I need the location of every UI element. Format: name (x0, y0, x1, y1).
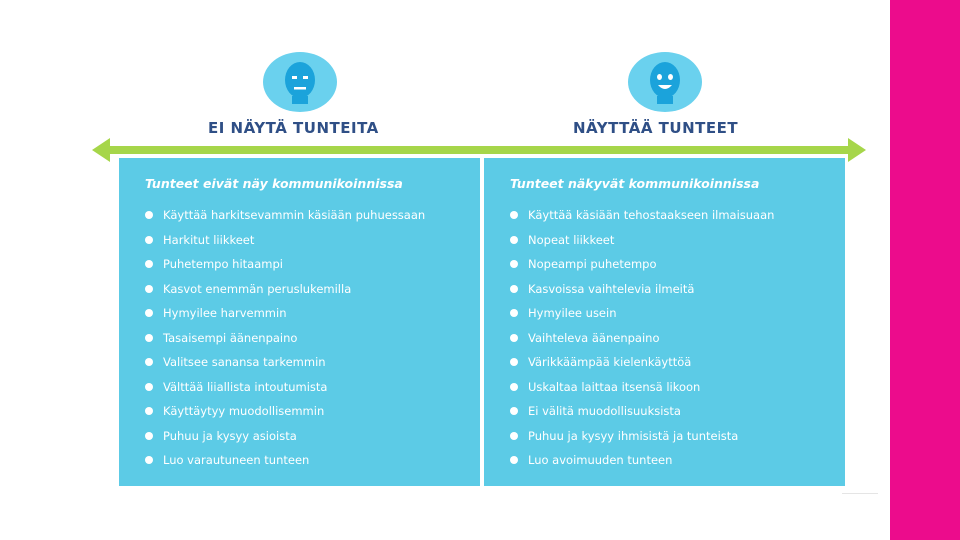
list-item-text: Välttää liiallista intoutumista (163, 379, 328, 394)
bullet-icon (510, 358, 518, 366)
list-item (145, 228, 425, 253)
list-item (510, 203, 774, 228)
list-item (510, 228, 774, 253)
right-heading: NÄYTTÄÄ TUNTEET (573, 119, 739, 137)
list-item (510, 424, 774, 449)
list-item (145, 424, 425, 449)
list-item-text: Valitsee sanansa tarkemmin (163, 355, 326, 370)
bullet-icon (145, 456, 153, 464)
bullet-icon (145, 383, 153, 391)
bullet-icon (145, 358, 153, 366)
left-heading: EI NÄYTÄ TUNTEITA (208, 119, 379, 137)
list-item-text: Värikkäämpää kielenkäyttöä (528, 355, 692, 370)
bullet-icon (145, 236, 153, 244)
bullet-icon (510, 285, 518, 293)
list-item-text: Kasvoissa vaihtelevia ilmeitä (528, 281, 695, 296)
right-panel (484, 158, 845, 486)
list-item (145, 448, 425, 473)
list-item (510, 350, 774, 375)
bullet-icon (145, 407, 153, 415)
list-item (510, 375, 774, 400)
bullet-icon (510, 236, 518, 244)
list-item (145, 301, 425, 326)
list-item-text: Ei välitä muodollisuuksista (528, 404, 681, 419)
left-panel (119, 158, 480, 486)
list-item-text: Puhuu ja kysyy ihmisistä ja tunteista (528, 428, 739, 443)
smiling-face-icon (628, 52, 702, 112)
neutral-face-icon (263, 52, 337, 112)
list-item-text: Kasvot enemmän peruslukemilla (163, 281, 352, 296)
list-item-text: Vaihteleva äänenpaino (528, 330, 660, 345)
left-item-list (145, 203, 425, 473)
list-item-text: Luo varautuneen tunteen (163, 453, 310, 468)
bullet-icon (145, 309, 153, 317)
right-panel-title: Tunteet näkyvät kommunikoinnissa (510, 176, 760, 191)
list-item (510, 301, 774, 326)
bullet-icon (510, 260, 518, 268)
bullet-icon (145, 432, 153, 440)
bullet-icon (510, 432, 518, 440)
list-item-text: Harkitut liikkeet (163, 232, 255, 247)
list-item (145, 375, 425, 400)
list-item (145, 350, 425, 375)
bullet-icon (145, 260, 153, 268)
list-item-text: Tasaisempi äänenpaino (163, 330, 298, 345)
list-item-text: Käyttää harkitsevammin käsiään puhuessaan (163, 208, 426, 223)
list-item-text: Luo avoimuuden tunteen (528, 453, 673, 468)
divider (842, 493, 878, 494)
list-item-text: Hymyilee usein (528, 306, 617, 321)
bullet-icon (510, 407, 518, 415)
bullet-icon (510, 211, 518, 219)
list-item-text: Käyttää käsiään tehostaakseen ilmaisuaan (528, 208, 775, 223)
list-item (510, 252, 774, 277)
left-panel-title: Tunteet eivät näy kommunikoinnissa (145, 176, 403, 191)
list-item (510, 326, 774, 351)
list-item-text: Puhetempo hitaampi (163, 257, 283, 272)
list-item-text: Hymyilee harvemmin (163, 306, 287, 321)
list-item (510, 277, 774, 302)
bullet-icon (510, 456, 518, 464)
list-item-text: Nopeampi puhetempo (528, 257, 657, 272)
bullet-icon (145, 211, 153, 219)
list-item (145, 277, 425, 302)
list-item (510, 399, 774, 424)
bullet-icon (510, 309, 518, 317)
bullet-icon (510, 334, 518, 342)
accent-side-bar (890, 0, 960, 540)
list-item (510, 448, 774, 473)
list-item-text: Uskaltaa laittaa itsensä likoon (528, 379, 701, 394)
list-item (145, 399, 425, 424)
list-item (145, 252, 425, 277)
bullet-icon (145, 285, 153, 293)
list-item-text: Käyttäytyy muodollisemmin (163, 404, 325, 419)
list-item (145, 326, 425, 351)
list-item (145, 203, 425, 228)
bullet-icon (145, 334, 153, 342)
right-item-list (510, 203, 774, 473)
list-item-text: Puhuu ja kysyy asioista (163, 428, 297, 443)
list-item-text: Nopeat liikkeet (528, 232, 615, 247)
bullet-icon (510, 383, 518, 391)
